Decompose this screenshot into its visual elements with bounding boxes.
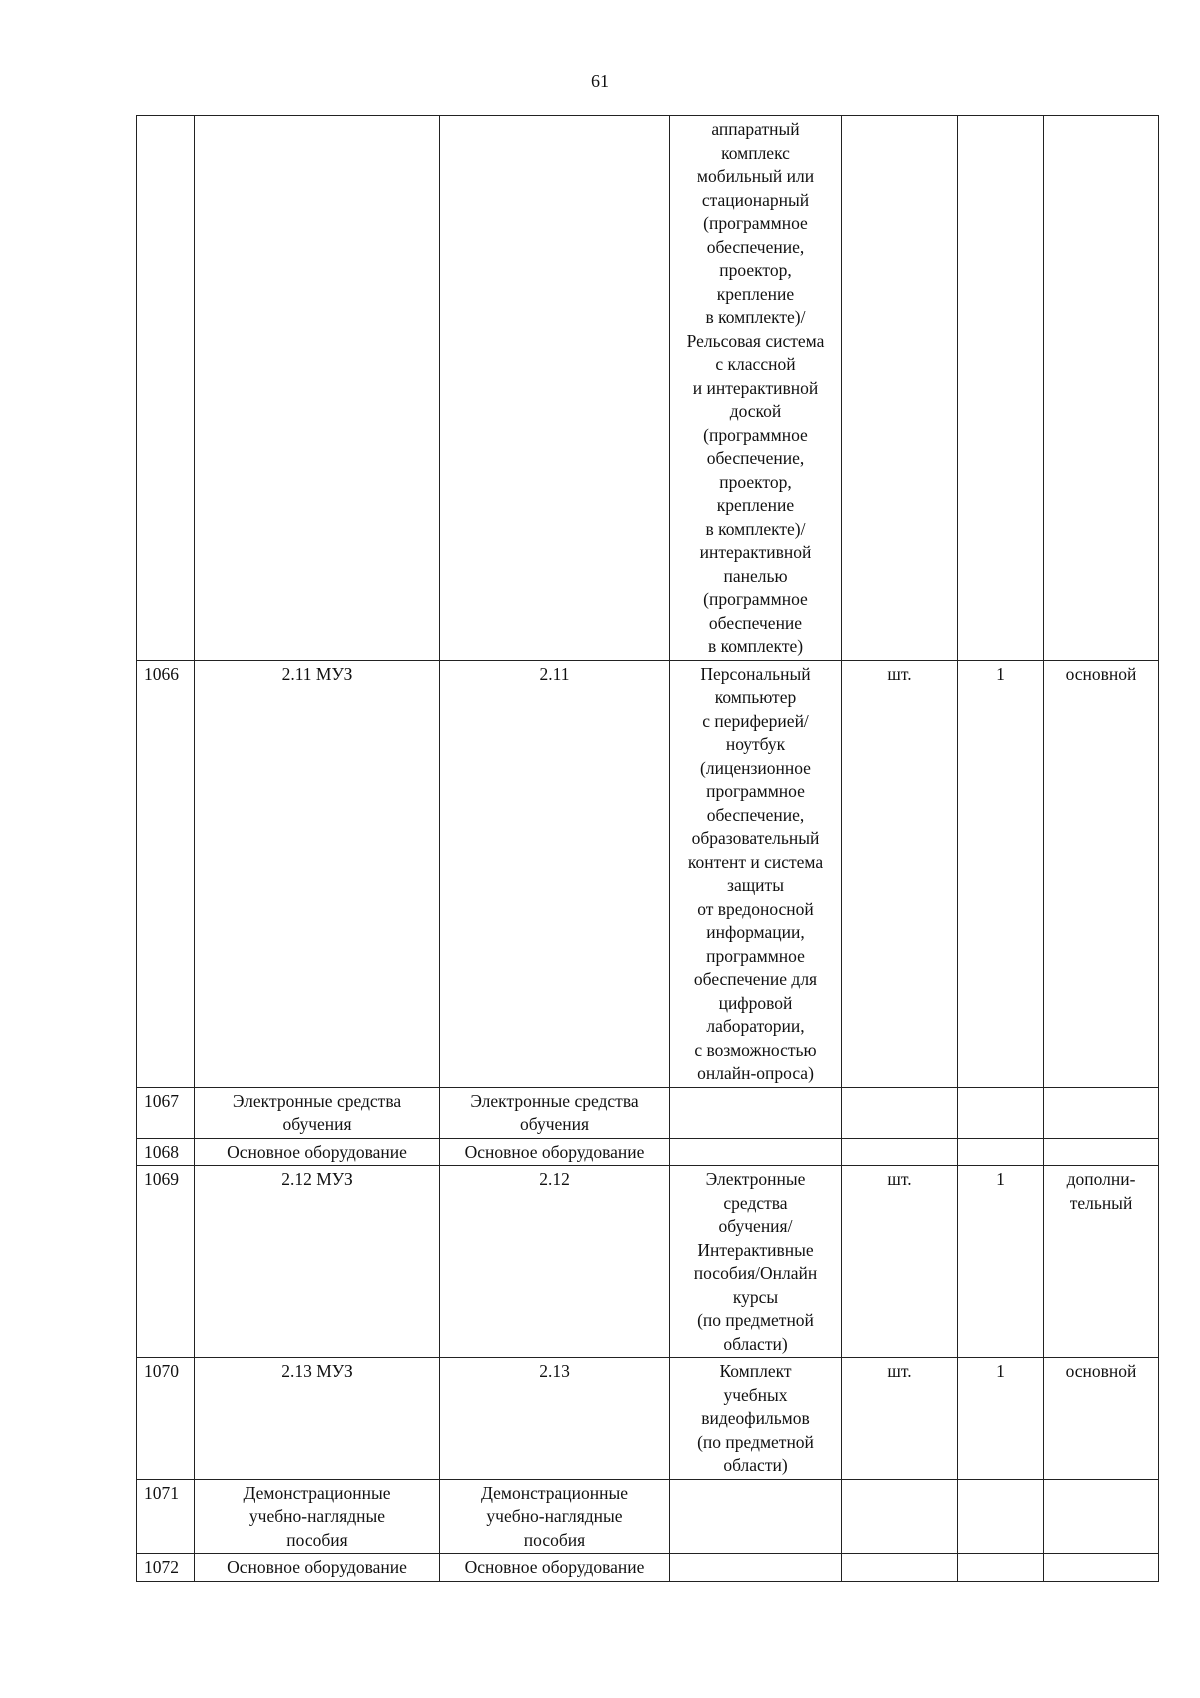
row-number-cell: 1072	[137, 1554, 195, 1582]
row-number-cell: 1067	[137, 1087, 195, 1138]
section-cell: 2.13 МУЗ	[195, 1358, 440, 1480]
equipment-name-cell: Комплект учебных видеофильмов (по предметной области)	[670, 1358, 842, 1480]
section-cell: 2.12 МУЗ	[195, 1166, 440, 1358]
unit-cell	[842, 1138, 958, 1166]
code-cell: Электронные средства обучения	[440, 1087, 670, 1138]
quantity-cell	[958, 1479, 1044, 1554]
quantity-cell	[958, 116, 1044, 661]
equipment-table	[136, 115, 1159, 1582]
equipment-name-cell: аппаратный комплекс мобильный или стационарный (программное обеспечение, проектор, крепление в комплекте)/ Рельсовая система с классной и интерактивной доской (программное обеспечение, проектор, крепление в комплекте)/ интерактивной панелью (программное обеспечение в комплекте)	[670, 116, 842, 661]
section-cell: Демонстрационные учебно-наглядные пособия	[195, 1479, 440, 1554]
kind-cell	[1044, 1138, 1159, 1166]
kind-cell: основной	[1044, 660, 1159, 1087]
section-cell: 2.11 МУЗ	[195, 660, 440, 1087]
quantity-cell	[958, 1138, 1044, 1166]
quantity-cell	[958, 1554, 1044, 1582]
equipment-name-cell	[670, 1087, 842, 1138]
table-row	[137, 1166, 1159, 1358]
code-cell: Основное оборудование	[440, 1554, 670, 1582]
equipment-name-cell	[670, 1479, 842, 1554]
page-number: 61	[591, 71, 609, 91]
row-number-cell: 1070	[137, 1358, 195, 1480]
kind-cell	[1044, 1087, 1159, 1138]
unit-cell: шт.	[842, 660, 958, 1087]
unit-cell	[842, 116, 958, 661]
quantity-cell	[958, 1087, 1044, 1138]
code-cell: 2.12	[440, 1166, 670, 1358]
code-cell: 2.13	[440, 1358, 670, 1480]
table-row	[137, 660, 1159, 1087]
equipment-name-cell	[670, 1554, 842, 1582]
row-number-cell: 1066	[137, 660, 195, 1087]
table-row	[137, 1358, 1159, 1480]
unit-cell	[842, 1479, 958, 1554]
code-cell: Демонстрационные учебно-наглядные пособия	[440, 1479, 670, 1554]
kind-cell	[1044, 116, 1159, 661]
section-cell: Основное оборудование	[195, 1554, 440, 1582]
section-cell: Электронные средства обучения	[195, 1087, 440, 1138]
row-number-cell: 1071	[137, 1479, 195, 1554]
table-row	[137, 116, 1159, 661]
table-row	[137, 1554, 1159, 1582]
section-cell	[195, 116, 440, 661]
unit-cell: шт.	[842, 1166, 958, 1358]
row-number-cell	[137, 116, 195, 661]
unit-cell	[842, 1087, 958, 1138]
code-cell: 2.11	[440, 660, 670, 1087]
row-number-cell: 1068	[137, 1138, 195, 1166]
kind-cell: дополни- тельный	[1044, 1166, 1159, 1358]
table-row	[137, 1087, 1159, 1138]
row-number-cell: 1069	[137, 1166, 195, 1358]
section-cell: Основное оборудование	[195, 1138, 440, 1166]
quantity-cell: 1	[958, 660, 1044, 1087]
table-row	[137, 1479, 1159, 1554]
code-cell	[440, 116, 670, 661]
table-row	[137, 1138, 1159, 1166]
kind-cell	[1044, 1479, 1159, 1554]
equipment-name-cell	[670, 1138, 842, 1166]
equipment-name-cell: Персональный компьютер с периферией/ ноутбук (лицензионное программное обеспечение, образовательный контент и система защиты от вредоносной информации, программное обеспечение для цифровой лаборатории, с возможностью онлайн-опроса)	[670, 660, 842, 1087]
kind-cell: основной	[1044, 1358, 1159, 1480]
quantity-cell: 1	[958, 1358, 1044, 1480]
quantity-cell: 1	[958, 1166, 1044, 1358]
code-cell: Основное оборудование	[440, 1138, 670, 1166]
unit-cell: шт.	[842, 1358, 958, 1480]
kind-cell	[1044, 1554, 1159, 1582]
unit-cell	[842, 1554, 958, 1582]
equipment-name-cell: Электронные средства обучения/ Интерактивные пособия/Онлайн курсы (по предметной области)	[670, 1166, 842, 1358]
